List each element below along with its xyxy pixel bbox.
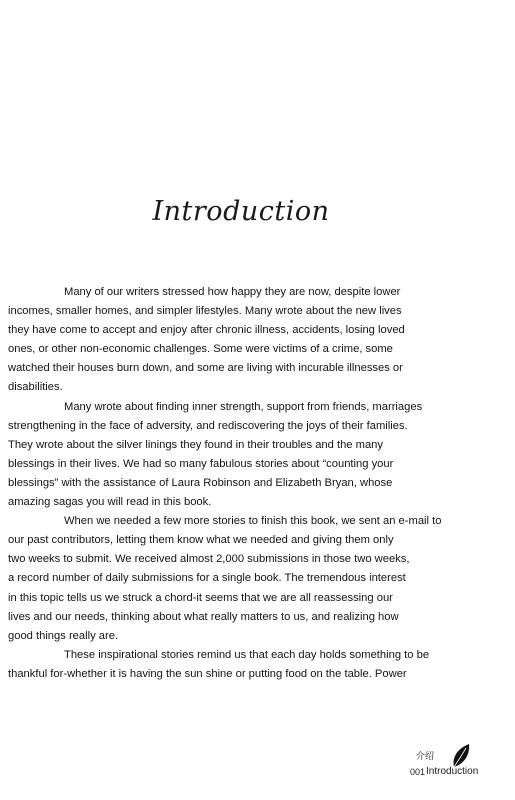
text-line: lives and our needs, thinking about what really matters to us, and realizing how: [8, 610, 399, 623]
footer-section-title: Introduction: [426, 766, 479, 777]
text-line: strengthening in the face of adversity, and rediscovering the joys of their families.: [8, 419, 408, 432]
paragraph-4: [8, 646, 464, 684]
text-line: blessings” with the assistance of Laura Robinson and Elizabeth Bryan, whose: [8, 476, 393, 489]
text-line: good things really are.: [8, 629, 119, 642]
text-line: incomes, smaller homes, and simpler lifestyles. Many wrote about the new lives: [8, 305, 402, 318]
text-line: disabilities.: [8, 381, 63, 394]
text-line: amazing sagas you will read in this book.: [8, 496, 212, 509]
text-line: a record number of daily submissions for a single book. The tremendous interest: [8, 572, 406, 585]
text-line: Many of our writers stressed how happy they are now, despite lower: [64, 286, 401, 298]
body-text: [8, 283, 464, 684]
paragraph-3: [8, 512, 464, 646]
text-line: our past contributors, letting them know what we needed and giving them only: [8, 534, 394, 547]
text-line: These inspirational stories remind us that each day holds something to be: [64, 648, 430, 661]
text-line: Many wrote about finding inner strength, support from friends, marriages: [64, 400, 423, 413]
text-line: they have come to accept and enjoy after chronic illness, accidents, losing loved: [8, 324, 405, 337]
text-line: in this topic tells us we struck a chord-it seems that we are all reassessing our: [8, 591, 393, 604]
chinese-section-label: 介绍: [416, 752, 435, 762]
text-line: When we needed a few more stories to finish this book, we sent an e-mail to: [64, 515, 442, 528]
paragraph-1: [8, 283, 464, 398]
page-number: 001: [410, 767, 426, 777]
page-footer: [410, 749, 490, 789]
paragraph-2: [8, 398, 464, 513]
text-line: two weeks to submit. We received almost 2,000 submissions in those two weeks,: [8, 553, 410, 566]
text-line: thankful for-whether it is having the sun shine or putting food on the table. Power: [8, 667, 407, 680]
text-line: ones, or other non-economic challenges. Some were victims of a crime, some: [8, 343, 393, 356]
text-line: blessings in their lives. We had so many fabulous stories about “counting your: [8, 457, 394, 470]
text-line: watched their houses burn down, and some are living with incurable illnesses or: [8, 362, 403, 375]
text-line: They wrote about the silver linings they found in their troubles and the many: [8, 438, 383, 451]
page-title: Introduction: [152, 196, 330, 227]
